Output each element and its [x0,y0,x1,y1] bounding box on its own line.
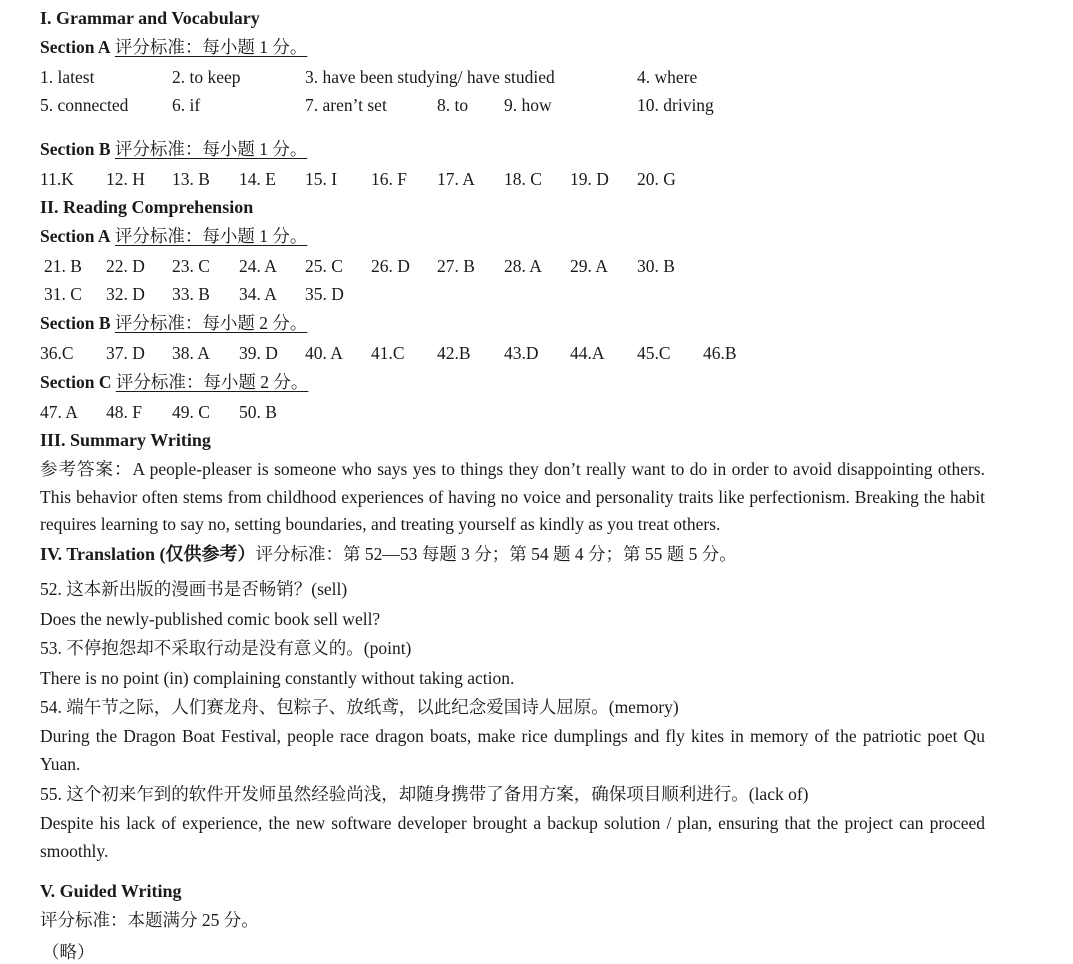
part4-heading: IV. Translation (仅供参考） [40,544,256,564]
answer-item: 38. A [172,343,210,363]
translation-question: 55. 这个初来乍到的软件开发师虽然经验尚浅，却随身携带了备用方案，确保项目顺利进行。(lack of) [40,784,809,804]
section-label: Section A [40,37,111,57]
part5-heading: V. Guided Writing [40,881,182,901]
answer-item: 9. how [504,95,552,115]
answer-item: 25. C [305,256,343,276]
answer-item: 20. G [637,169,676,189]
translation-answer: There is no point (in) complaining constantly without taking action. [40,668,515,688]
part5-criteria: 评分标准：本题满分 25 分。 [40,910,259,930]
answer-item: 46.B [703,343,737,363]
section-label: Section B [40,139,111,159]
answer-item: 6. if [172,95,201,115]
answer-item: 14. E [239,169,276,189]
answer-item: 1. latest [40,67,95,87]
answer-item: 12. H [106,169,145,189]
answer-item: 32. D [106,284,145,304]
answer-item: 13. B [172,169,210,189]
answer-item: 41.C [371,343,405,363]
part2-section-c-title [40,371,308,393]
answer-item: 4. where [637,67,698,87]
part2-section-b-title [40,312,307,334]
part3-heading: III. Summary Writing [40,430,211,450]
translation-question: 52. 这本新出版的漫画书是否畅销？(sell) [40,579,348,599]
section-label: Section A [40,226,111,246]
answer-item: 45.C [637,343,671,363]
answer-item: 10. driving [637,95,714,115]
part1-heading: I. Grammar and Vocabulary [40,8,260,28]
part2-section-a-title [40,225,307,247]
answer-item: 26. D [371,256,410,276]
part4-title [40,543,737,565]
answer-item: 18. C [504,169,542,189]
section-criteria: 评分标准：每小题 2 分。 [114,313,308,333]
answer-item: 43.D [504,343,539,363]
answer-item: 35. D [305,284,344,304]
answer-item: 21. B [44,256,82,276]
answer-item: 39. D [239,343,278,363]
answer-item: 31. C [44,284,82,304]
answer-item: 30. B [637,256,675,276]
answer-item: 47. A [40,402,78,422]
part4-criteria: 评分标准：第 52—53 每题 3 分；第 54 题 4 分；第 55 题 5 分。 [255,544,737,564]
answer-item: 24. A [239,256,277,276]
answer-item: 17. A [437,169,475,189]
answer-item: 27. B [437,256,475,276]
answer-item: 37. D [106,343,145,363]
section-criteria: 评分标准：每小题 1 分。 [114,226,308,246]
answer-item: 8. to [437,95,469,115]
answer-item: 29. A [570,256,608,276]
translation-answer: Does the newly-published comic book sell well? [40,609,381,629]
answer-item: 48. F [106,402,142,422]
answer-item: 34. A [239,284,277,304]
answer-item: 23. C [172,256,210,276]
section-criteria: 评分标准：每小题 2 分。 [115,372,309,392]
answer-item: 2. to keep [172,67,241,87]
answer-item: 44.A [570,343,605,363]
answer-item: 50. B [239,402,277,422]
answer-item: 36.C [40,343,74,363]
answer-item: 19. D [570,169,609,189]
answer-item: 42.B [437,343,471,363]
part2-heading: II. Reading Comprehension [40,197,254,217]
answer-item: 15. I [305,169,338,189]
section-criteria: 评分标准：每小题 1 分。 [114,139,308,159]
answer-item: 16. F [371,169,407,189]
translation-answer: During the Dragon Boat Festival, people race dragon boats, make rice dumplings and fly kites in memory of the patriotic poet Qu Yuan. [40,726,985,774]
section-label: Section B [40,313,111,333]
summary-answer-text: 参考答案：A people-pleaser is someone who says yes to things they don’t really want to do in order to avoid disappointing others. This behavior often stems from childhood experiences of having no voice and personality traits like perfectionism. Breaking the habit requires learning to say no, setting boundaries, and treating yourself as kindly as you treat others. [40,459,985,534]
part5-note: （略） [42,942,95,962]
answer-item: 49. C [172,402,210,422]
translation-question: 53. 不停抱怨却不采取行动是没有意义的。(point) [40,638,412,658]
answer-item: 5. connected [40,95,129,115]
part1-section-a-title [40,36,307,58]
answer-item: 3. have been studying/ have studied [305,67,555,87]
translation-question: 54. 端午节之际，人们赛龙舟、包粽子、放纸鸢，以此纪念爱国诗人屈原。(memory) [40,697,679,717]
answer-item: 28. A [504,256,542,276]
answer-item: 33. B [172,284,210,304]
section-label: Section C [40,372,112,392]
answer-item: 40. A [305,343,343,363]
answer-item: 11.K [40,169,74,189]
translation-answer: Despite his lack of experience, the new software developer brought a backup solution / plan, ensuring that the project can proceed smoothly. [40,813,985,861]
answer-item: 7. aren’t set [305,95,387,115]
answer-item: 22. D [106,256,145,276]
part1-section-b-title [40,138,307,160]
section-criteria: 评分标准：每小题 1 分。 [114,37,308,57]
